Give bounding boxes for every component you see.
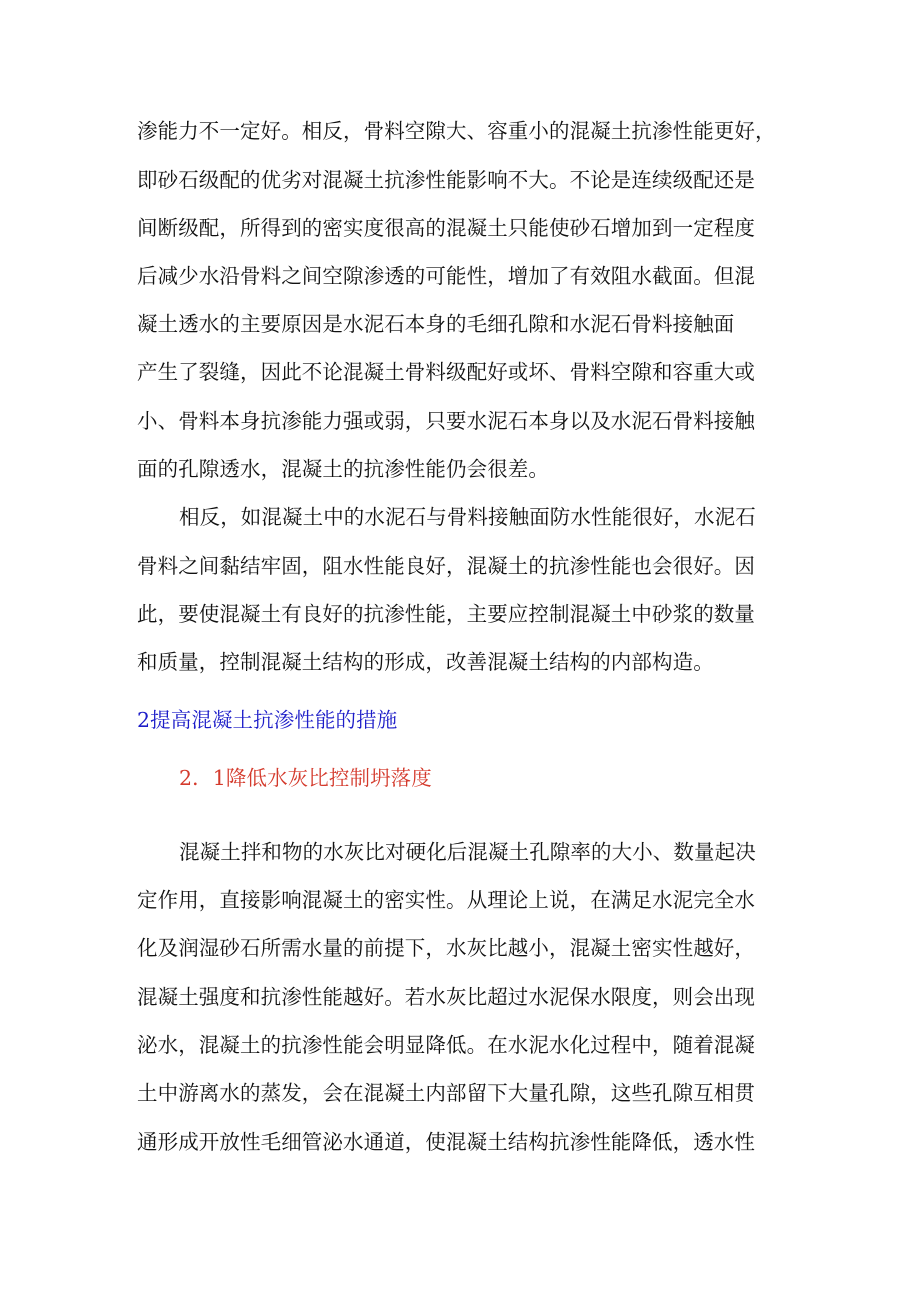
paragraph-line: 泌水，混凝土的抗渗性能会明显降低。在水泥水化过程中，随着混凝: [137, 1033, 755, 1057]
paragraph-line: 土中游离水的蒸发，会在混凝土内部留下大量孔隙，这些孔隙互相贯: [137, 1081, 755, 1105]
paragraph-line: 混凝土强度和抗渗性能越好。若水灰比超过水泥保水限度，则会出现: [137, 985, 755, 1009]
paragraph-line: 产生了裂缝，因此不论混凝土骨料级配好或坏、骨料空隙和容重大或: [137, 360, 755, 384]
paragraph-line: 骨料之间黏结牢固，阻水性能良好，混凝土的抗渗性能也会很好。因: [137, 554, 755, 578]
paragraph-line: 凝土透水的主要原因是水泥石本身的毛细孔隙和水泥石骨料接触面: [137, 312, 735, 336]
paragraph-line: 相反，如混凝土中的水泥石与骨料接触面防水性能很好，水泥石: [179, 505, 756, 529]
paragraph-line: 和质量，控制混凝土结构的形成，改善混凝土结构的内部构造。: [137, 650, 714, 674]
paragraph-line: 小、骨料本身抗渗能力强或弱，只要水泥石本身以及水泥石骨料接触: [137, 409, 755, 433]
paragraph-line: 渗能力不一定好。相反，骨料空隙大、容重小的混凝土抗渗性能更好，: [137, 119, 776, 143]
paragraph-line: 混凝土拌和物的水灰比对硬化后混凝土孔隙率的大小、数量起决: [179, 840, 756, 864]
paragraph-line: 后减少水沿骨料之间空隙渗透的可能性，增加了有效阻水截面。但混: [137, 264, 755, 288]
paragraph-line: 面的孔隙透水，混凝土的抗渗性能仍会很差。: [137, 457, 549, 481]
paragraph-line: 即砂石级配的优劣对混凝土抗渗性能影响不大。不论是连续级配还是: [137, 168, 755, 192]
section-heading: 2提高混凝土抗渗性能的措施: [137, 708, 398, 732]
paragraph-line: 通形成开放性毛细管泌水通道，使混凝土结构抗渗性能降低，透水性: [137, 1130, 755, 1154]
paragraph-line: 间断级配，所得到的密实度很高的混凝土只能使砂石增加到一定程度: [137, 216, 755, 240]
subsection-heading: 2．1降低水灰比控制坍落度: [179, 766, 432, 790]
paragraph-line: 化及润湿砂石所需水量的前提下，水灰比越小，混凝土密实性越好，: [137, 936, 755, 960]
paragraph-line: 定作用，直接影响混凝土的密实性。从理论上说，在满足水泥完全水: [137, 888, 755, 912]
paragraph-line: 此，要使混凝土有良好的抗渗性能，主要应控制混凝土中砂浆的数量: [137, 602, 755, 626]
